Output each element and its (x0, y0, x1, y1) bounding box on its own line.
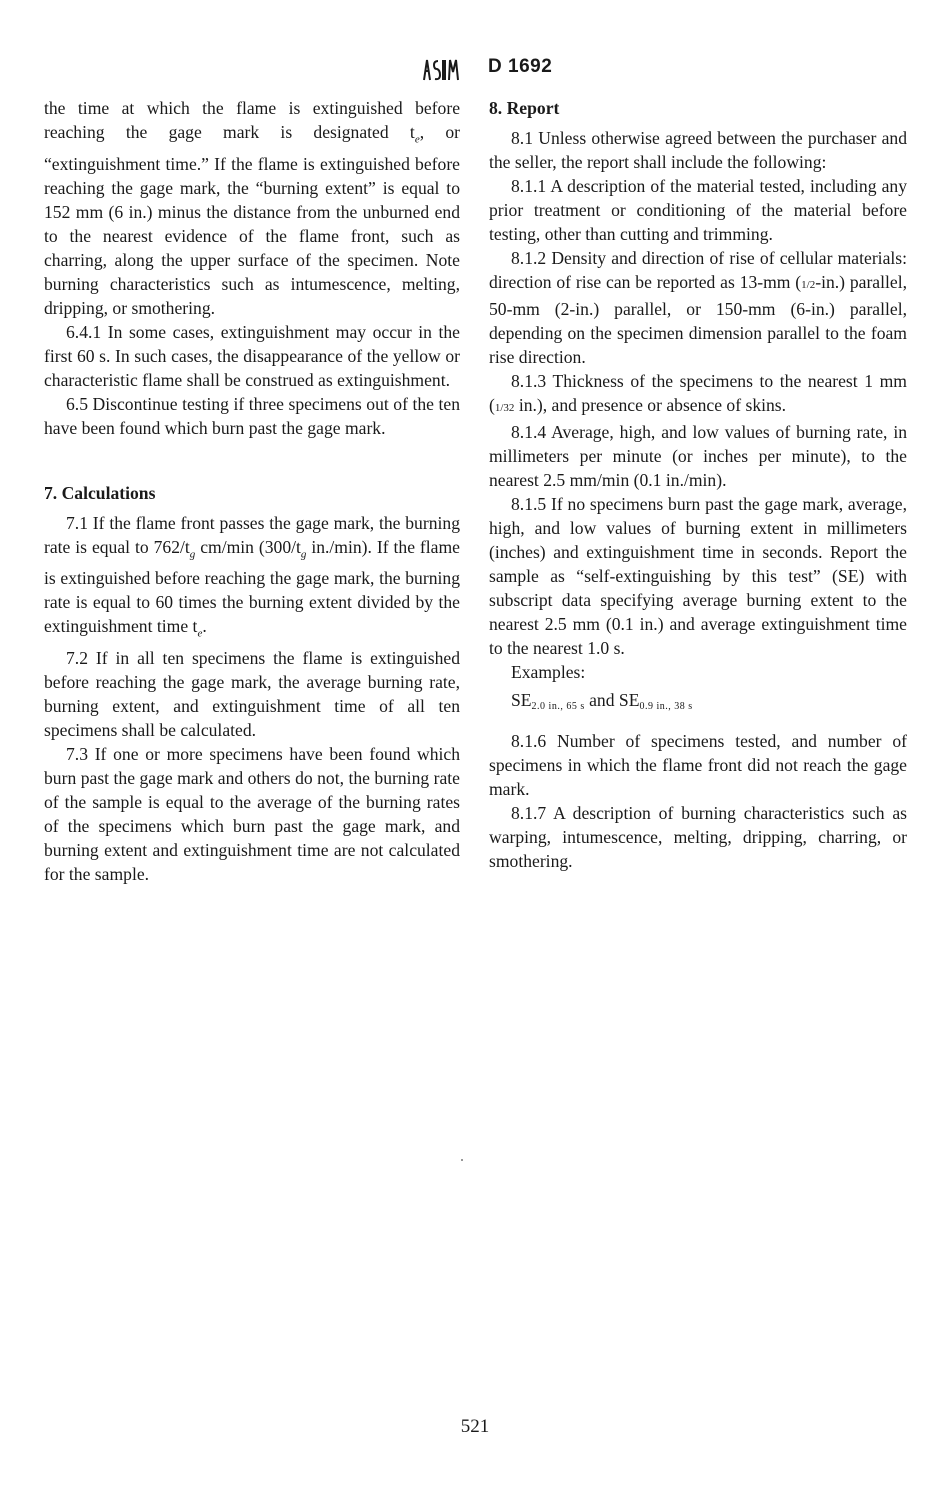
examples-formula: $SE_{2.0 in., 65 s}$ and $SE_{0.9 in., 38 s}$ (511, 690, 693, 712)
section-7-heading: 7. Calculations (44, 482, 156, 503)
paragraph-8-1-3: 8.1.3 Thickness of the specimens to the nearest 1 mm (1/32 in.), and presence or absence of skins. (489, 371, 907, 415)
print-speck (461, 1159, 463, 1161)
paragraph-8-1-7: 8.1.7 A description of burning characteristics such as warping, intumescence, melting, dripping, charring, or smothering. (489, 803, 907, 871)
page-header (0, 52, 950, 86)
paragraph-7-2: 7.2 If in all ten specimens the flame is extinguished before reaching the gage mark, the average burning rate, burning extent, and extinguishment time of all ten specimens shall be calculated. (44, 647, 460, 740)
paragraph-6-5: 6.5 Discontinue testing if three specimens out of the ten have been found which burn past the gage mark. (44, 393, 460, 438)
astm-logo (421, 56, 461, 82)
page-number: 521 (460, 1416, 490, 1437)
paragraph-8-1-2: 8.1.2 Density and direction of rise of cellular materials: direction of rise can be reported as 13-mm (1/2-in.) parallel, 50-mm (2-in.) parallel, or 150-mm (6-in.) parallel, depending on the specimen dimension parallel to the foam rise direction. (489, 248, 907, 367)
paragraph-8-1-4: 8.1.4 Average, high, and low values of burning rate, in millimeters per minute (or inches per minute), to the nearest 2.5 mm/min (0.1 in./min). (489, 422, 907, 490)
section-8-heading: 8. Report (489, 98, 560, 118)
document-number: D 1692 (488, 56, 553, 77)
paragraph-8-1-1: 8.1.1 A description of the material tested, including any prior treatment or conditioning of the material before testing, other than cutting and trimming. (489, 176, 907, 244)
paragraph-8-1: 8.1 Unless otherwise agreed between the purchaser and the seller, the report shall include the following: (489, 128, 907, 172)
left-column (44, 96, 460, 886)
paragraph-7-1: 7.1 If the flame front passes the gage mark, the burning rate is equal to $762/t_g$ cm/min ($300/t_g$ in./min). If the flame is extinguished before reaching the gage mark, the burning rate is equal to 60 times the burning extent divided by the extinguishment time $t_e$. (44, 512, 460, 640)
paragraph-6-4-continued: the time at which the flame is extinguished before reaching the gage mark is designated $t_e$, or “extinguishment time.” If the flame is extinguished before reaching the gage mark, the “burning extent” is equal to 152 mm (6 in.) minus the distance from the unburned end to the nearest evidence of the flame front, such as charring, along the upper surface of the specimen. Note burning characteristics such as intumescence, melting, dripping, or smothering. (44, 98, 461, 318)
paragraph-8-1-6: 8.1.6 Number of specimens tested, and number of specimens in which the flame front did not reach the gage mark. (489, 731, 907, 799)
paragraph-7-3: 7.3 If one or more specimens have been found which burn past the gage mark and others do not, the burning rate of the sample is equal to the average of the burning rates of the specimens which burn past the gage mark, and burning extent and extinguishment time are not calculated for the sample. (44, 743, 460, 884)
right-column (489, 96, 907, 873)
paragraph-8-1-5: 8.1.5 If no specimens burn past the gage mark, average, high, and low values of burning extent in millimeters (inches) and extinguishment time in seconds. Report the sample as “self-extinguishing by this test” (SE) with subscript data specifying average burning extent to the nearest 2.5 mm (0.1 in.) and average extinguishment time to the nearest 1.0 s. (489, 494, 907, 658)
paragraph-6-4-1: 6.4.1 In some cases, extinguishment may occur in the first 60 s. In such cases, the disappearance of the yellow or characteristic flame shall be construed as extinguishment. (44, 321, 460, 390)
examples-label: Examples: (511, 662, 586, 682)
